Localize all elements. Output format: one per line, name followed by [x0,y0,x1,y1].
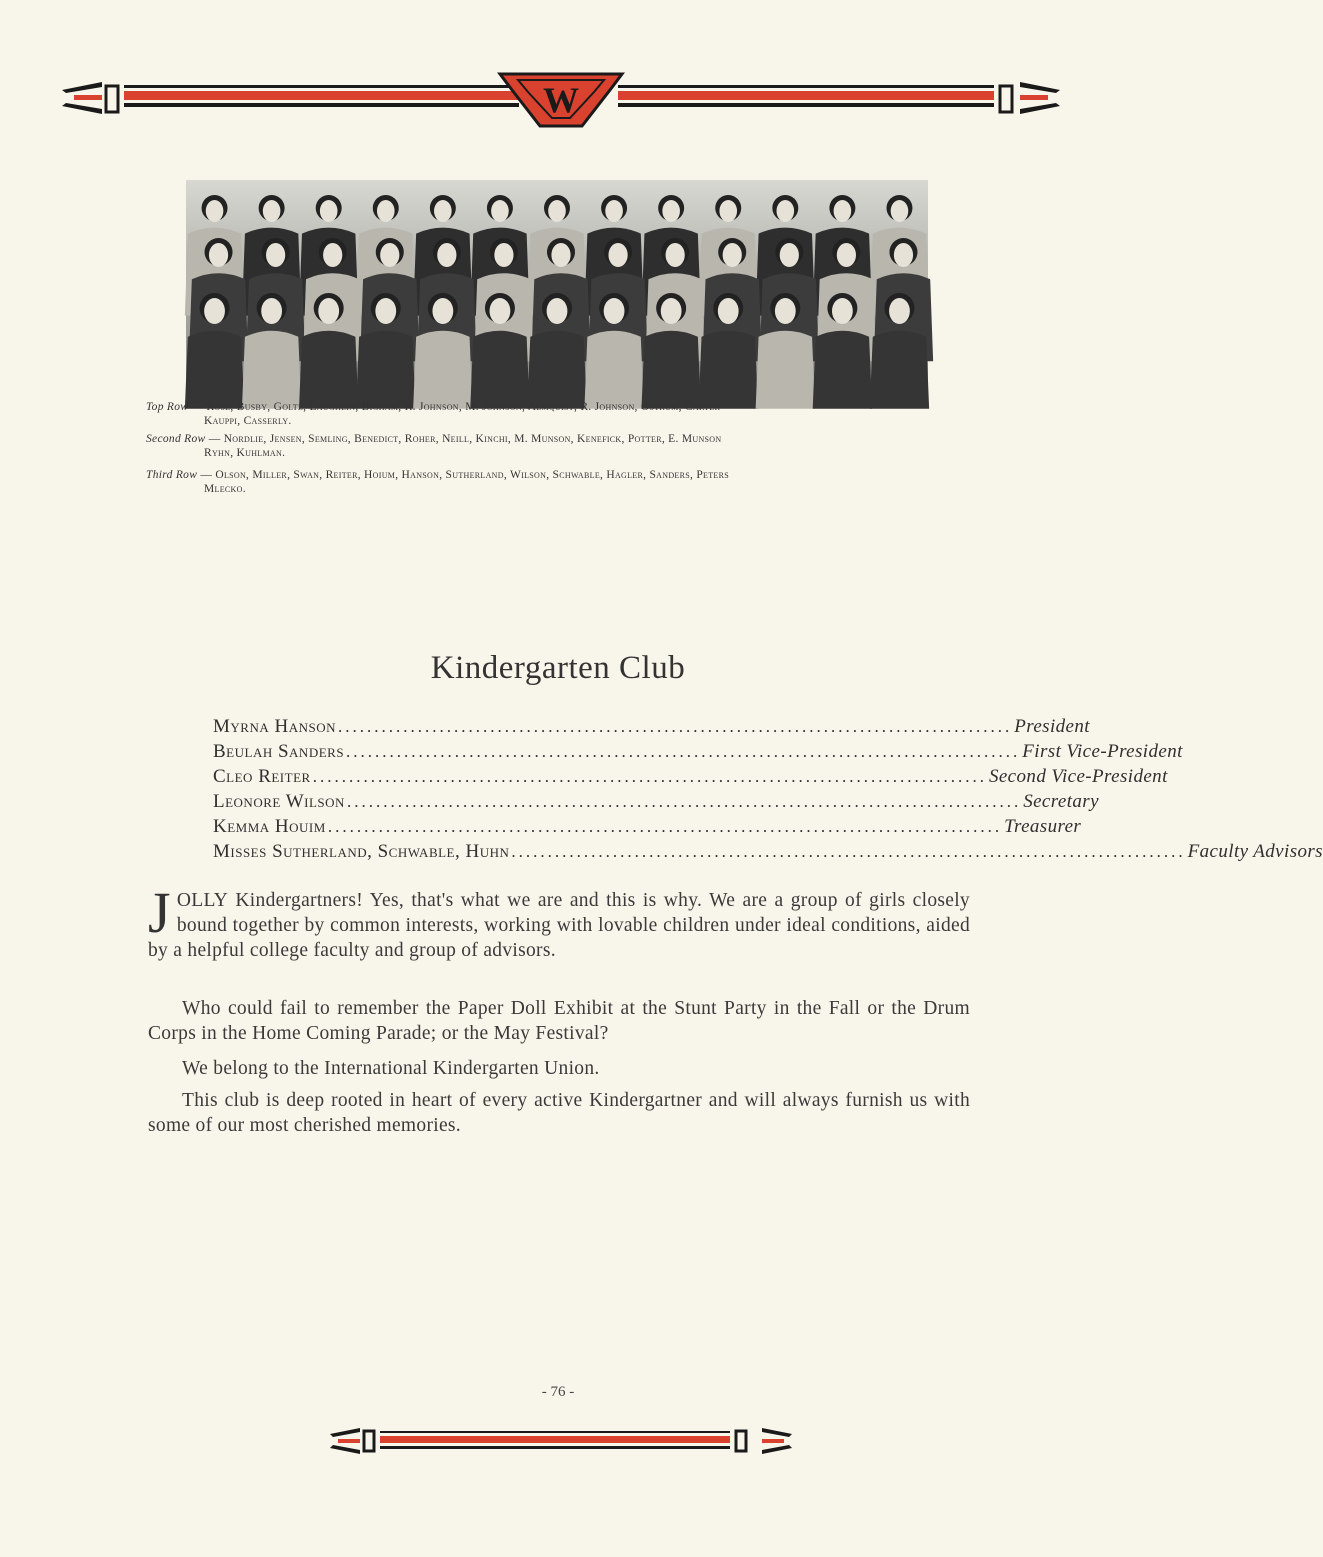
person-face [834,200,852,222]
person-body [584,331,643,409]
caption-names: — Olson, Miller, Swan, Reiter, Hoium, Hanson, Sutherland, Wilson, Schwable, Hagler, Sanders, Peters [200,469,729,481]
left-fletch-icon [330,1428,374,1454]
person-face [608,243,627,267]
caption-names-cont: Kauppi, Casserly. [204,415,292,427]
leader-dots: ............................................................................................. [327,817,1003,836]
w-emblem-icon [500,74,622,126]
person-body [356,331,415,409]
person-face [661,298,682,324]
top-ornament-banner [62,68,1060,132]
person-face [491,200,509,222]
svg-text:W: W [543,80,579,120]
person-face [548,200,566,222]
paragraph-text: Kindergartners! Yes, that's what we are and this is why. We are a group of girls closely bound together by common interests, working with lovable children under ideal conditions, aided by a helpful college faculty and group of advisors. [148,890,970,961]
person-face [206,200,224,222]
caption-second-row [146,432,968,460]
officer-name: Beulah Sanders [213,741,345,762]
caption-third-row [146,468,968,496]
person-body [413,331,472,409]
drop-cap: J [148,880,171,945]
officer-row [213,791,1099,815]
officer-row [213,766,1168,790]
officer-name: Leonore Wilson [213,791,345,812]
person-face [323,243,342,267]
body-paragraph: Who could fail to remember the Paper Doll Exhibit at the Stunt Party in the Fall or the Drum Corps in the Home Coming Parade; or the May Festival? [148,998,970,1044]
caption-row-label: Top Row [146,401,189,413]
person-face [494,243,513,267]
person-face [891,200,909,222]
body-paragraph: This club is deep rooted in heart of every active Kindergartner and will always furnish us with some of our most cherished memories. [148,1090,970,1136]
club-title: Kindergarten Club [430,650,686,686]
person-body [527,331,586,409]
officer-role: Treasurer [1004,816,1082,837]
person-face [263,200,281,222]
person-face [437,243,456,267]
officer-name: Misses Sutherland, Schwable, Huhn [213,841,510,862]
person-face [266,243,285,267]
right-fletch-icon [1000,82,1060,114]
person-face [719,200,737,222]
person-face [434,200,452,222]
person-face [318,298,339,324]
leader-dots: ............................................................................................. [346,792,1022,811]
person-face [718,298,739,324]
person-face [490,298,511,324]
person-body [641,331,700,409]
person-face [775,298,796,324]
person-face [662,200,680,222]
person-body [813,331,872,409]
person-face [320,200,338,222]
officer-name: Myrna Hanson [213,716,336,737]
person-body [756,331,815,409]
group-photo [186,180,928,382]
body-paragraph-intro [148,880,970,963]
officer-role: Faculty Advisors [1187,841,1323,862]
person-face [432,298,453,324]
leader-dots: ............................................................................................. [312,767,987,786]
officer-row [213,816,1082,840]
caption-top-row [146,400,968,428]
person-face [889,298,910,324]
person-face [832,298,853,324]
officer-row [213,841,1323,865]
person-body [299,331,358,409]
first-word: OLLY [176,890,229,911]
officer-row [213,716,1090,740]
person-body [470,331,529,409]
caption-names-cont: Ryhn, Kuhlman. [204,447,286,459]
person-face [377,200,395,222]
person-face [894,243,913,267]
person-face [605,200,623,222]
officer-row [213,741,1183,765]
person-face [204,298,225,324]
person-body [185,331,244,409]
person-face [547,298,568,324]
leader-dots: ............................................................................................. [511,842,1186,861]
officer-name: Kemma Houim [213,816,326,837]
caption-row-label: Second Row [146,433,206,445]
person-face [837,243,856,267]
officer-role: First Vice-President [1022,741,1183,762]
person-face [261,298,282,324]
person-face [604,298,625,324]
person-face [780,243,799,267]
person-face [209,243,228,267]
person-face [380,243,399,267]
page-number: - 76 - [541,1384,575,1400]
officer-name: Cleo Reiter [213,766,311,787]
officer-role: Second Vice-President [988,766,1168,787]
person-face [666,243,685,267]
officer-role: President [1014,716,1090,737]
bottom-ornament-banner [330,1420,792,1464]
person-face [551,243,570,267]
caption-names: — Rose, Busby, Goltz, Laughlin, Bigham, R. Johnson, M. Johnson, Almquist, R. Johnson, Ostrum, Carter [191,401,721,413]
person-face [723,243,742,267]
leader-dots: ............................................................................................. [337,717,1013,736]
caption-names-cont: Mlecko. [204,483,246,495]
caption-names: — Nordlie, Jensen, Semling, Benedict, Roher, Neill, Kinchi, M. Munson, Kenefick, Potter, E. Munson [208,433,722,445]
person-face [777,200,795,222]
leader-dots: ............................................................................................. [346,742,1021,761]
person-body [242,331,301,409]
group-photo-icon [186,180,928,382]
person-body [870,331,929,409]
person-body [699,331,758,409]
body-paragraph: We belong to the International Kindergarten Union. [182,1058,600,1079]
person-face [375,298,396,324]
right-fletch-icon [736,1428,792,1454]
left-fletch-icon [62,82,118,114]
caption-row-label: Third Row [146,469,198,481]
officer-role: Secretary [1023,791,1099,812]
